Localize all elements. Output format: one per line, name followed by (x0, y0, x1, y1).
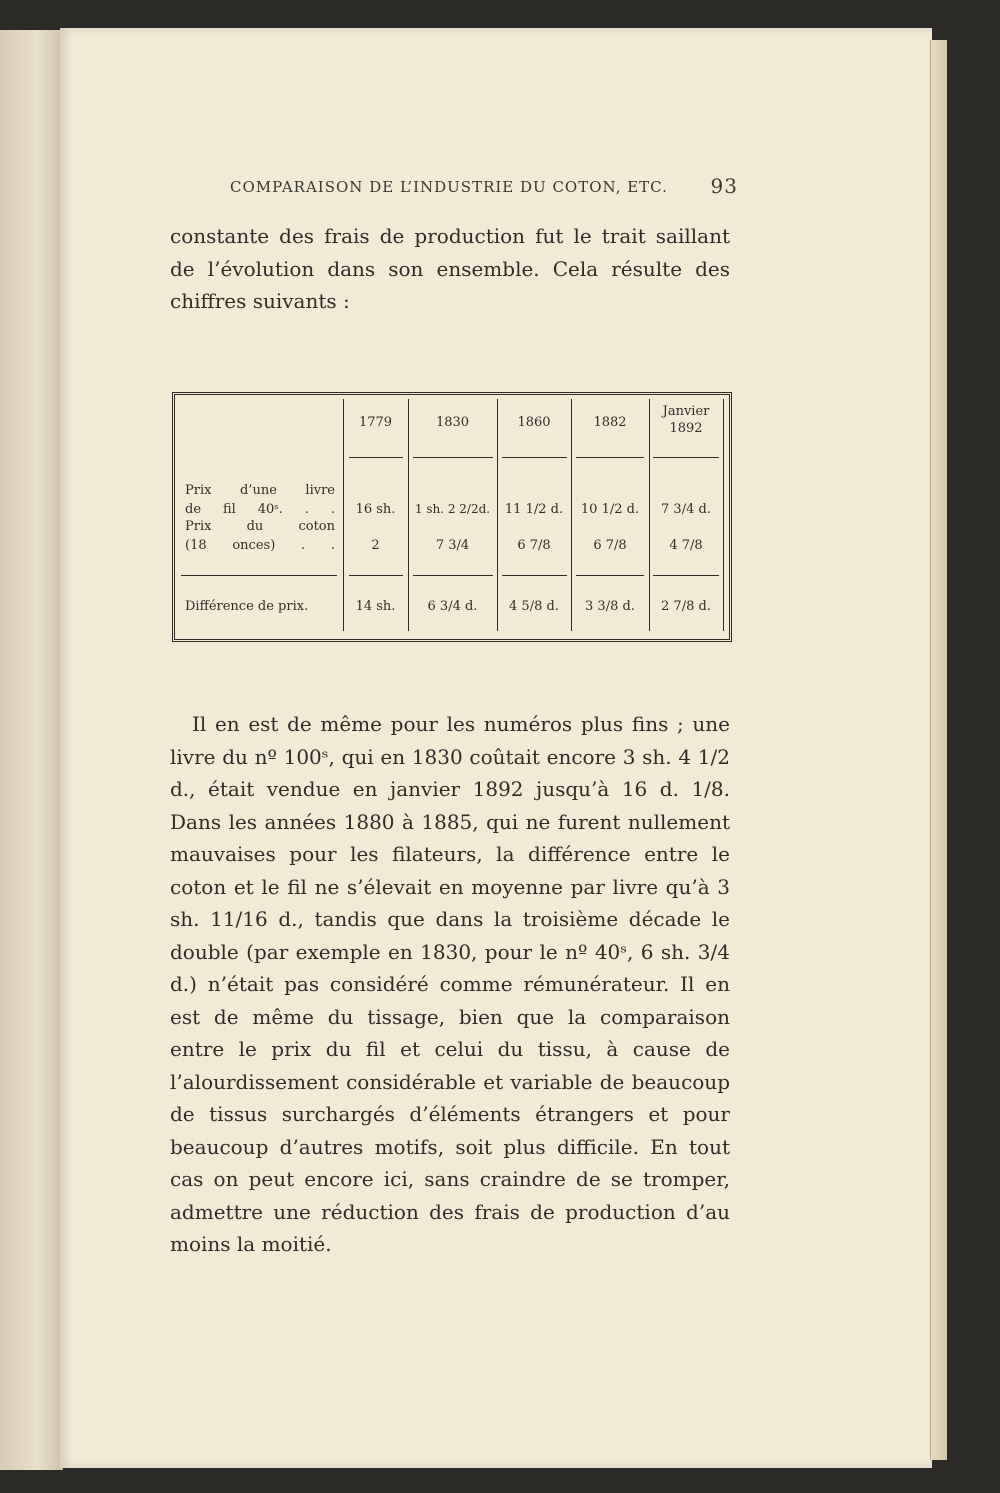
cell-yarn-1830: 1 sh. 2 2/2d. (414, 502, 491, 516)
row-label-cotton-price-b: (18 onces) . . (185, 538, 335, 553)
facing-page-edge (0, 30, 63, 1470)
cell-diff-1830: 6 3/4 d. (427, 599, 478, 614)
cell-yarn-1779: 16 sh. (355, 502, 396, 517)
cell-cotton-1892: 4 7/8 (669, 538, 703, 553)
cell-diff-1779: 14 sh. (355, 599, 396, 614)
rule (653, 575, 719, 576)
cell-diff-1860: 4 5/8 d. (509, 599, 559, 614)
rule (502, 457, 567, 458)
row-label-yarn-price-b: de fil 40ˢ. . . (185, 502, 335, 517)
row-label-cotton-price-a: Prix du coton (185, 519, 335, 534)
cell-yarn-1860: 11 1/2 d. (504, 502, 564, 517)
cell-cotton-1882: 6 7/8 (593, 538, 627, 553)
column-header-1882: 1882 (593, 415, 627, 430)
running-title: COMPARAISON DE L’INDUSTRIE DU COTON, ETC. (230, 178, 668, 196)
paragraph-main-text: Il en est de même pour les numéros plus fins ; une livre du nº 100ˢ, qui en 1830 coûtait encore 3 sh. 4 1/2 d., était vendue en janvier 1892 jusqu’à 16 d. 1/8. Dans les années 1880 à 1885, qui ne furent nullement mauvaises pour les filateurs, la différence entre le coton et le fil ne s’élevait en moyenne par livre qu’à 3 sh. 11/16 d., tandis que dans la troisième décade le double (par exemple en 1830, pour le nº 40ˢ, 6 sh. 3/4 d.) n’était pas considéré comme rémunérateur. Il en est de même du tissage, bien que la comparaison entre le prix du fil et celui du tissu, à cause de l’alourdissement considérable et variable de beaucoup de tissus surchargés d’éléments étrangers et pour beaucoup d’autres motifs, soit plus difficile. En tout cas on peut encore ici, sans craindre de se tromper, admettre une réduction des frais de production d’au moins la moitié. (170, 712, 730, 1256)
rule (413, 457, 493, 458)
page-stack-edge (930, 40, 947, 1460)
cell-diff-1882: 3 3/8 d. (585, 599, 635, 614)
cell-yarn-1892: 7 3/4 d. (661, 502, 711, 517)
cell-cotton-1779: 2 (371, 538, 380, 553)
paragraph-intro: constante des frais de production fut le trait saillant de l’évolution dans son ensemble. Cela résulte des chiffres suivants : (170, 224, 730, 313)
rule (576, 457, 644, 458)
rule (349, 457, 403, 458)
page-header (170, 170, 738, 204)
cell-yarn-1882: 10 1/2 d. (580, 502, 640, 517)
price-table (172, 392, 732, 642)
rule (653, 457, 719, 458)
column-header-1892: Janvier 1892 (662, 404, 710, 436)
rule (502, 575, 567, 576)
page-number: 93 (710, 174, 738, 198)
column-header-1830: 1830 (435, 415, 470, 430)
row-label-yarn-price-a: Prix d’une livre (185, 483, 335, 498)
rule (349, 575, 403, 576)
paragraph-main (170, 708, 730, 1261)
cell-cotton-1860: 6 7/8 (517, 538, 551, 553)
cell-cotton-1830: 7 3/4 (435, 538, 470, 553)
rule (576, 575, 644, 576)
row-label-difference: Différence de prix. (185, 599, 309, 614)
column-divider (723, 399, 724, 631)
cell-diff-1892: 2 7/8 d. (661, 599, 711, 614)
rule (413, 575, 493, 576)
rule (181, 575, 337, 576)
column-header-1779: 1779 (358, 415, 393, 430)
column-header-1860: 1860 (517, 415, 551, 430)
